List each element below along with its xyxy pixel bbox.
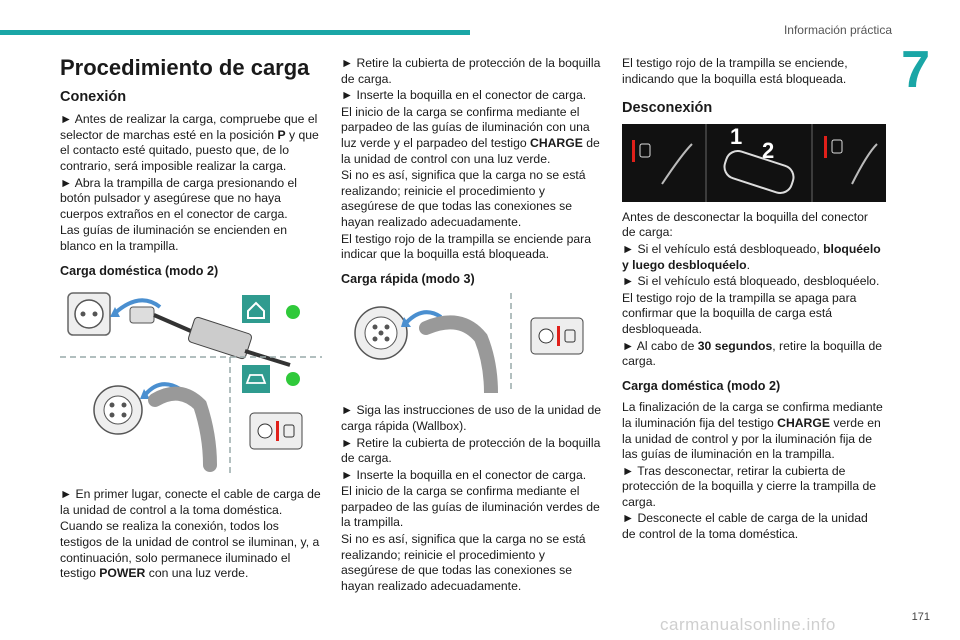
paragraph: ► Si el vehículo está desbloqueado, bloquéelo y luego desbloquéelo. [622,241,881,272]
heading-conexion: Conexión [60,88,127,105]
heading-desconexion: Desconexión [622,100,713,117]
paragraph: Las guías de iluminación se encienden en blanco en la trampilla. [60,223,287,253]
car-key-icon [721,148,796,196]
paragraph: ► Desconecte el cable de carga de la unidad de control de la toma doméstica. [622,511,868,542]
figure-mode3 [341,293,603,393]
chapter-number: 7 [901,41,930,99]
figure-mode2 [60,285,322,477]
paragraph: ► Antes de realizar la carga, compruebe que el selector de marchas esté en la posición P y que el contacto esté quitado, puesto que, de lo contrario, será imposible realizar la carga. [60,112,319,173]
heading-mode2: Carga doméstica (modo 2) [622,378,781,393]
paragraph: ► Si el vehículo está bloqueado, desbloquéelo. [622,274,880,289]
paragraph: ► En primer lugar, conecte el cable de carga de la unidad de control a la toma doméstica. [60,487,321,517]
page-title: Procedimiento de carga [60,55,310,80]
page-number: 171 [911,611,930,623]
paragraph: ► Inserte la boquilla en el conector de carga. [341,467,587,482]
disconnect-illustration [622,124,886,202]
watermark: carmanualsonline.info [660,615,836,634]
paragraph: El testigo rojo de la trampilla se enciende para indicar que la boquilla está bloqueada. [341,231,591,262]
header-accent-bar [0,30,470,35]
paragraph: ► Retire la cubierta de protección de la boquilla de carga. [341,435,601,466]
paragraph: ► Retire la cubierta de protección de la boquilla de carga. [341,56,601,86]
charge-port-icon [94,386,142,434]
paragraph: ► Inserte la boquilla en el conector de carga. [341,88,587,103]
figure-disconnect [622,124,886,202]
blinking-green-light-icon [286,372,300,386]
heading-mode3: Carga rápida (modo 3) [341,271,475,286]
heading-mode2: Carga doméstica (modo 2) [60,263,219,278]
column-2 [341,56,603,595]
paragraph: El inicio de la carga se confirma mediante el parpadeo de las guías de iluminación con una luz verde y el parpadeo del testigo CHARGE de la unidad de control con una luz verde. [341,104,600,166]
mode3-illustration [341,293,603,393]
paragraph: ► Tras desconectar, retirar la cubierta de protección de la boquilla y cierre la trampilla de carga. [622,463,877,509]
green-light-icon [286,305,300,319]
type2-port-icon [355,307,407,359]
paragraph: El testigo rojo de la trampilla se apaga para confirmar que la boquilla de carga está desbloqueada. [622,290,857,336]
charging-gun-icon [155,394,210,465]
paragraph: Si no es así, significa que la carga no se está realizando; reinicie el procedimiento y asegúrese de que todas las conexiones se hayan realizado adecuadamente. [341,168,586,229]
paragraph: El inicio de la carga se confirma mediante el parpadeo de las guías de iluminación verdes de la trampilla. [341,484,600,530]
column-3 [622,56,884,544]
step-number: 1 [730,123,743,149]
paragraph: El testigo rojo de la trampilla se enciende, indicando que la boquilla está bloqueada. [622,56,848,86]
paragraph: Cuando se realiza la conexión, todos los testigos de la unidad de control se iluminan, y, a continuación, solo permanece iluminado el testigo POWER con una luz verde. [60,519,320,581]
mode2-illustration [60,285,322,477]
paragraph: ► Siga las instrucciones de uso de la unidad de carga rápida (Wallbox). [341,403,602,433]
paragraph: ► Al cabo de 30 segundos, retire la boquilla de carga. [622,338,883,369]
paragraph: Si no es así, significa que la carga no se está realizando; reinicie el procedimiento y asegúrese de que todas las conexiones se hayan realizado adecuadamente. [341,532,586,593]
section-header: Información práctica [783,23,892,37]
wall-socket-icon [68,293,110,335]
step-number: 2 [762,137,775,163]
paragraph: La finalización de la carga se confirma mediante la iluminación fija del testigo CHARGE verde en la unidad de control y por la iluminación fija de las guías de iluminación en la trampilla. [622,400,883,462]
paragraph: Antes de desconectar la boquilla del conector de carga: [622,209,868,240]
charging-gun-icon [426,323,491,394]
paragraph: ► Abra la trampilla de carga presionando el botón pulsador y asegúrese que no haya cuerpos extraños en el conector de carga. [60,175,297,221]
car-icon [242,365,270,393]
column-1 [60,50,322,583]
